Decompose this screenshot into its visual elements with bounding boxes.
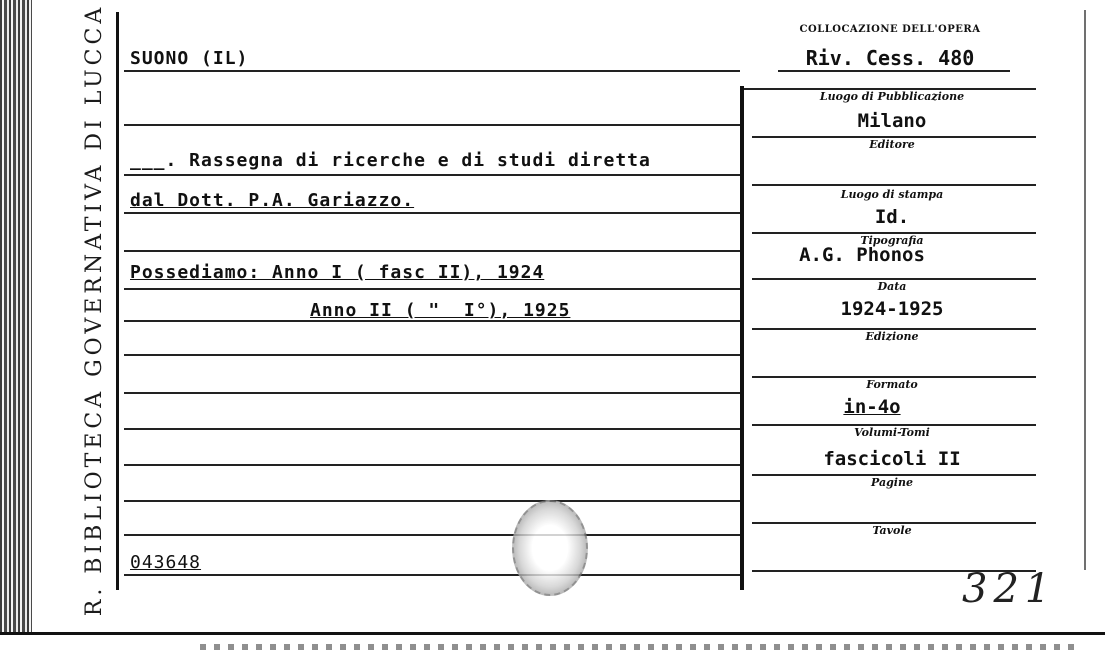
scan-noise [200, 644, 1080, 650]
field-label-pagine: Pagine [871, 476, 913, 489]
field-value-formato: in-4o [843, 396, 901, 418]
rule-line [124, 574, 740, 576]
rule-line [124, 174, 740, 176]
collocazione-value: Riv. Cess. 480 [805, 46, 975, 70]
field-value-luogo-stampa: Id. [874, 206, 910, 228]
rule-line [124, 354, 740, 356]
rule-line [124, 70, 740, 72]
collocazione-header: COLLOCAZIONE DELL'OPERA [799, 24, 981, 35]
field-label-data: Data [877, 280, 907, 293]
library-name: R. BIBLIOTECA GOVERNATIVA DI LUCCA [81, 3, 107, 617]
rule-line [124, 534, 740, 536]
field-label-luogo-stampa: Luogo di stampa [840, 188, 944, 201]
field-label-tavole: Tavole [872, 524, 912, 537]
scanned-edge [0, 0, 32, 661]
rule-line [124, 212, 740, 214]
field-value-luogo-pubblicazione: Milano [857, 110, 927, 132]
handwritten-note: 321 [962, 566, 1057, 612]
field-value-data: 1924-1925 [840, 298, 944, 320]
field-label-luogo-pubblicazione: Luogo di Pubblicazione [819, 90, 965, 103]
rule-line [124, 428, 740, 430]
inventory-number: 043648 [130, 552, 202, 573]
rule-line [778, 70, 1010, 72]
field-label-edizione: Edizione [865, 330, 919, 343]
field-value-tipografia: A.G. Phonos [799, 244, 925, 266]
field-label-formato: Formato [866, 378, 918, 391]
field-label-volumi-tomi: Volumi-Tomi [854, 426, 930, 439]
ink-stamp [512, 500, 588, 596]
rule-line [124, 250, 740, 252]
description-line-1: ___. Rassegna di ricerche e di studi diretta [130, 150, 651, 171]
description-line-2: dal Dott. P.A. Gariazzo. [130, 190, 415, 211]
holdings-line-2: Anno II ( " I°), 1925 [310, 300, 571, 321]
rule-line [124, 500, 740, 502]
left-margin-rule [116, 12, 119, 590]
rule-line [124, 124, 740, 126]
field-value-volumi-tomi: fascicoli II [823, 448, 961, 470]
right-edge-rule [1084, 10, 1086, 570]
card-title: SUONO (IL) [130, 48, 249, 69]
holdings-line-1: Possediamo: Anno I ( fasc II), 1924 [130, 262, 545, 283]
rule-line [124, 464, 740, 466]
rule-line [752, 184, 1036, 186]
field-label-editore: Editore [869, 138, 915, 151]
field-label-tipografia: Tipografia [860, 234, 924, 247]
rule-line [124, 392, 740, 394]
rule-line [124, 288, 740, 290]
